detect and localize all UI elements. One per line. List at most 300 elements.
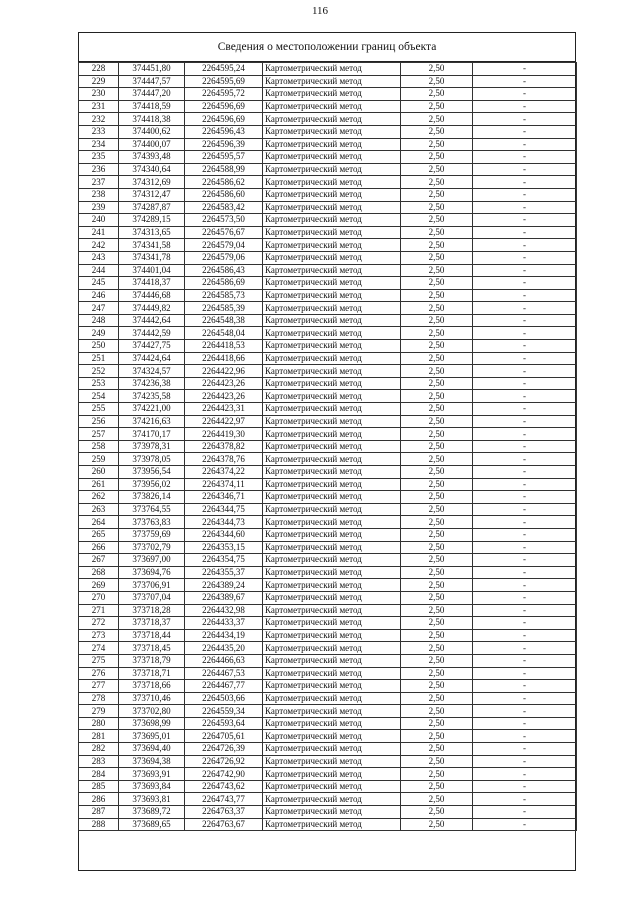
point-number-cell: 240 bbox=[79, 214, 119, 227]
x-coordinate-cell: 373718,66 bbox=[119, 680, 185, 693]
point-number-cell: 247 bbox=[79, 302, 119, 315]
table-row bbox=[79, 516, 577, 529]
description-cell: - bbox=[473, 63, 577, 76]
x-coordinate-cell: 373978,05 bbox=[119, 453, 185, 466]
method-cell: Картометрический метод bbox=[263, 100, 401, 113]
table-row bbox=[79, 138, 577, 151]
point-number-cell: 286 bbox=[79, 793, 119, 806]
table-row bbox=[79, 403, 577, 416]
table-row bbox=[79, 377, 577, 390]
method-cell: Картометрический метод bbox=[263, 264, 401, 277]
point-number-cell: 278 bbox=[79, 692, 119, 705]
point-number-cell: 235 bbox=[79, 151, 119, 164]
precision-cell: 2,50 bbox=[401, 277, 473, 290]
precision-cell: 2,50 bbox=[401, 239, 473, 252]
point-number-cell: 228 bbox=[79, 63, 119, 76]
description-cell: - bbox=[473, 340, 577, 353]
precision-cell: 2,50 bbox=[401, 743, 473, 756]
description-cell: - bbox=[473, 113, 577, 126]
point-number-cell: 234 bbox=[79, 138, 119, 151]
table-row bbox=[79, 314, 577, 327]
description-cell: - bbox=[473, 793, 577, 806]
y-coordinate-cell: 2264585,73 bbox=[185, 289, 263, 302]
x-coordinate-cell: 374324,57 bbox=[119, 365, 185, 378]
precision-cell: 2,50 bbox=[401, 415, 473, 428]
method-cell: Картометрический метод bbox=[263, 705, 401, 718]
y-coordinate-cell: 2264586,69 bbox=[185, 277, 263, 290]
description-cell: - bbox=[473, 692, 577, 705]
precision-cell: 2,50 bbox=[401, 503, 473, 516]
method-cell: Картометрический метод bbox=[263, 340, 401, 353]
method-cell: Картометрический метод bbox=[263, 277, 401, 290]
y-coordinate-cell: 2264389,24 bbox=[185, 579, 263, 592]
point-number-cell: 251 bbox=[79, 352, 119, 365]
point-number-cell: 255 bbox=[79, 403, 119, 416]
description-cell: - bbox=[473, 604, 577, 617]
y-coordinate-cell: 2264763,67 bbox=[185, 818, 263, 831]
method-cell: Картометрический метод bbox=[263, 428, 401, 441]
description-cell: - bbox=[473, 176, 577, 189]
precision-cell: 2,50 bbox=[401, 365, 473, 378]
y-coordinate-cell: 2264503,66 bbox=[185, 692, 263, 705]
y-coordinate-cell: 2264588,99 bbox=[185, 163, 263, 176]
table-row bbox=[79, 75, 577, 88]
precision-cell: 2,50 bbox=[401, 654, 473, 667]
method-cell: Картометрический метод bbox=[263, 780, 401, 793]
table-row bbox=[79, 755, 577, 768]
table-row bbox=[79, 415, 577, 428]
point-number-cell: 233 bbox=[79, 125, 119, 138]
description-cell: - bbox=[473, 125, 577, 138]
point-number-cell: 274 bbox=[79, 642, 119, 655]
description-cell: - bbox=[473, 100, 577, 113]
method-cell: Картометрический метод bbox=[263, 239, 401, 252]
y-coordinate-cell: 2264344,60 bbox=[185, 528, 263, 541]
table-row bbox=[79, 264, 577, 277]
description-cell: - bbox=[473, 302, 577, 315]
description-cell: - bbox=[473, 743, 577, 756]
precision-cell: 2,50 bbox=[401, 554, 473, 567]
method-cell: Картометрический метод bbox=[263, 667, 401, 680]
y-coordinate-cell: 2264466,63 bbox=[185, 654, 263, 667]
description-cell: - bbox=[473, 654, 577, 667]
x-coordinate-cell: 374400,62 bbox=[119, 125, 185, 138]
table-row bbox=[79, 743, 577, 756]
x-coordinate-cell: 373702,79 bbox=[119, 541, 185, 554]
x-coordinate-cell: 374312,69 bbox=[119, 176, 185, 189]
precision-cell: 2,50 bbox=[401, 541, 473, 554]
method-cell: Картометрический метод bbox=[263, 579, 401, 592]
description-cell: - bbox=[473, 214, 577, 227]
precision-cell: 2,50 bbox=[401, 125, 473, 138]
y-coordinate-cell: 2264579,06 bbox=[185, 251, 263, 264]
point-number-cell: 257 bbox=[79, 428, 119, 441]
precision-cell: 2,50 bbox=[401, 251, 473, 264]
description-cell: - bbox=[473, 428, 577, 441]
precision-cell: 2,50 bbox=[401, 176, 473, 189]
table-row bbox=[79, 717, 577, 730]
description-cell: - bbox=[473, 352, 577, 365]
point-number-cell: 253 bbox=[79, 377, 119, 390]
method-cell: Картометрический метод bbox=[263, 680, 401, 693]
precision-cell: 2,50 bbox=[401, 264, 473, 277]
x-coordinate-cell: 374235,58 bbox=[119, 390, 185, 403]
point-number-cell: 241 bbox=[79, 226, 119, 239]
point-number-cell: 261 bbox=[79, 478, 119, 491]
x-coordinate-cell: 374221,00 bbox=[119, 403, 185, 416]
precision-cell: 2,50 bbox=[401, 340, 473, 353]
table-row bbox=[79, 88, 577, 101]
point-number-cell: 279 bbox=[79, 705, 119, 718]
precision-cell: 2,50 bbox=[401, 667, 473, 680]
x-coordinate-cell: 373695,01 bbox=[119, 730, 185, 743]
precision-cell: 2,50 bbox=[401, 768, 473, 781]
description-cell: - bbox=[473, 289, 577, 302]
description-cell: - bbox=[473, 755, 577, 768]
x-coordinate-cell: 373706,91 bbox=[119, 579, 185, 592]
y-coordinate-cell: 2264705,61 bbox=[185, 730, 263, 743]
coordinates-table-body bbox=[79, 63, 577, 831]
y-coordinate-cell: 2264418,53 bbox=[185, 340, 263, 353]
table-row bbox=[79, 226, 577, 239]
point-number-cell: 236 bbox=[79, 163, 119, 176]
x-coordinate-cell: 373694,40 bbox=[119, 743, 185, 756]
table-row bbox=[79, 768, 577, 781]
description-cell: - bbox=[473, 239, 577, 252]
method-cell: Картометрический метод bbox=[263, 717, 401, 730]
point-number-cell: 285 bbox=[79, 780, 119, 793]
x-coordinate-cell: 373694,76 bbox=[119, 566, 185, 579]
point-number-cell: 275 bbox=[79, 654, 119, 667]
method-cell: Картометрический метод bbox=[263, 491, 401, 504]
y-coordinate-cell: 2264595,57 bbox=[185, 151, 263, 164]
precision-cell: 2,50 bbox=[401, 63, 473, 76]
point-number-cell: 272 bbox=[79, 617, 119, 630]
description-cell: - bbox=[473, 591, 577, 604]
precision-cell: 2,50 bbox=[401, 314, 473, 327]
method-cell: Картометрический метод bbox=[263, 554, 401, 567]
y-coordinate-cell: 2264374,22 bbox=[185, 466, 263, 479]
point-number-cell: 288 bbox=[79, 818, 119, 831]
point-number-cell: 268 bbox=[79, 566, 119, 579]
method-cell: Картометрический метод bbox=[263, 654, 401, 667]
x-coordinate-cell: 373697,00 bbox=[119, 554, 185, 567]
y-coordinate-cell: 2264344,73 bbox=[185, 516, 263, 529]
y-coordinate-cell: 2264433,37 bbox=[185, 617, 263, 630]
x-coordinate-cell: 374312,47 bbox=[119, 188, 185, 201]
x-coordinate-cell: 374424,64 bbox=[119, 352, 185, 365]
table-row bbox=[79, 667, 577, 680]
y-coordinate-cell: 2264389,67 bbox=[185, 591, 263, 604]
x-coordinate-cell: 373718,79 bbox=[119, 654, 185, 667]
description-cell: - bbox=[473, 806, 577, 819]
description-cell: - bbox=[473, 478, 577, 491]
method-cell: Картометрический метод bbox=[263, 503, 401, 516]
precision-cell: 2,50 bbox=[401, 755, 473, 768]
x-coordinate-cell: 373702,80 bbox=[119, 705, 185, 718]
precision-cell: 2,50 bbox=[401, 780, 473, 793]
x-coordinate-cell: 374418,37 bbox=[119, 277, 185, 290]
precision-cell: 2,50 bbox=[401, 491, 473, 504]
table-row bbox=[79, 806, 577, 819]
x-coordinate-cell: 374236,38 bbox=[119, 377, 185, 390]
point-number-cell: 254 bbox=[79, 390, 119, 403]
x-coordinate-cell: 374341,58 bbox=[119, 239, 185, 252]
table-row bbox=[79, 680, 577, 693]
x-coordinate-cell: 373693,81 bbox=[119, 793, 185, 806]
y-coordinate-cell: 2264419,30 bbox=[185, 428, 263, 441]
point-number-cell: 267 bbox=[79, 554, 119, 567]
description-cell: - bbox=[473, 201, 577, 214]
method-cell: Картометрический метод bbox=[263, 478, 401, 491]
point-number-cell: 242 bbox=[79, 239, 119, 252]
point-number-cell: 262 bbox=[79, 491, 119, 504]
y-coordinate-cell: 2264344,75 bbox=[185, 503, 263, 516]
y-coordinate-cell: 2264726,92 bbox=[185, 755, 263, 768]
method-cell: Картометрический метод bbox=[263, 302, 401, 315]
point-number-cell: 249 bbox=[79, 327, 119, 340]
method-cell: Картометрический метод bbox=[263, 466, 401, 479]
method-cell: Картометрический метод bbox=[263, 629, 401, 642]
point-number-cell: 271 bbox=[79, 604, 119, 617]
page-number: 116 bbox=[311, 5, 329, 17]
x-coordinate-cell: 373759,69 bbox=[119, 528, 185, 541]
description-cell: - bbox=[473, 440, 577, 453]
x-coordinate-cell: 374401,04 bbox=[119, 264, 185, 277]
table-row bbox=[79, 251, 577, 264]
precision-cell: 2,50 bbox=[401, 138, 473, 151]
precision-cell: 2,50 bbox=[401, 377, 473, 390]
x-coordinate-cell: 373693,91 bbox=[119, 768, 185, 781]
x-coordinate-cell: 374449,82 bbox=[119, 302, 185, 315]
y-coordinate-cell: 2264573,50 bbox=[185, 214, 263, 227]
point-number-cell: 269 bbox=[79, 579, 119, 592]
x-coordinate-cell: 374446,68 bbox=[119, 289, 185, 302]
precision-cell: 2,50 bbox=[401, 226, 473, 239]
x-coordinate-cell: 373978,31 bbox=[119, 440, 185, 453]
precision-cell: 2,50 bbox=[401, 629, 473, 642]
x-coordinate-cell: 373718,44 bbox=[119, 629, 185, 642]
method-cell: Картометрический метод bbox=[263, 440, 401, 453]
precision-cell: 2,50 bbox=[401, 692, 473, 705]
method-cell: Картометрический метод bbox=[263, 730, 401, 743]
description-cell: - bbox=[473, 277, 577, 290]
description-cell: - bbox=[473, 642, 577, 655]
method-cell: Картометрический метод bbox=[263, 516, 401, 529]
point-number-cell: 248 bbox=[79, 314, 119, 327]
method-cell: Картометрический метод bbox=[263, 793, 401, 806]
x-coordinate-cell: 373764,55 bbox=[119, 503, 185, 516]
table-row bbox=[79, 100, 577, 113]
table-row bbox=[79, 239, 577, 252]
precision-cell: 2,50 bbox=[401, 100, 473, 113]
precision-cell: 2,50 bbox=[401, 579, 473, 592]
point-number-cell: 280 bbox=[79, 717, 119, 730]
precision-cell: 2,50 bbox=[401, 289, 473, 302]
precision-cell: 2,50 bbox=[401, 113, 473, 126]
table-row bbox=[79, 554, 577, 567]
table-row bbox=[79, 327, 577, 340]
y-coordinate-cell: 2264353,15 bbox=[185, 541, 263, 554]
description-cell: - bbox=[473, 579, 577, 592]
precision-cell: 2,50 bbox=[401, 604, 473, 617]
precision-cell: 2,50 bbox=[401, 403, 473, 416]
description-cell: - bbox=[473, 138, 577, 151]
point-number-cell: 250 bbox=[79, 340, 119, 353]
description-cell: - bbox=[473, 516, 577, 529]
description-cell: - bbox=[473, 403, 577, 416]
x-coordinate-cell: 374341,78 bbox=[119, 251, 185, 264]
y-coordinate-cell: 2264595,69 bbox=[185, 75, 263, 88]
method-cell: Картометрический метод bbox=[263, 163, 401, 176]
y-coordinate-cell: 2264743,77 bbox=[185, 793, 263, 806]
point-number-cell: 244 bbox=[79, 264, 119, 277]
description-cell: - bbox=[473, 667, 577, 680]
table-row bbox=[79, 188, 577, 201]
method-cell: Картометрический метод bbox=[263, 768, 401, 781]
precision-cell: 2,50 bbox=[401, 453, 473, 466]
table-row bbox=[79, 352, 577, 365]
precision-cell: 2,50 bbox=[401, 428, 473, 441]
method-cell: Картометрический метод bbox=[263, 151, 401, 164]
description-cell: - bbox=[473, 503, 577, 516]
description-cell: - bbox=[473, 390, 577, 403]
precision-cell: 2,50 bbox=[401, 352, 473, 365]
table-row bbox=[79, 390, 577, 403]
description-cell: - bbox=[473, 88, 577, 101]
precision-cell: 2,50 bbox=[401, 591, 473, 604]
point-number-cell: 266 bbox=[79, 541, 119, 554]
y-coordinate-cell: 2264346,71 bbox=[185, 491, 263, 504]
y-coordinate-cell: 2264422,97 bbox=[185, 415, 263, 428]
description-cell: - bbox=[473, 629, 577, 642]
y-coordinate-cell: 2264586,60 bbox=[185, 188, 263, 201]
precision-cell: 2,50 bbox=[401, 566, 473, 579]
y-coordinate-cell: 2264467,53 bbox=[185, 667, 263, 680]
precision-cell: 2,50 bbox=[401, 705, 473, 718]
description-cell: - bbox=[473, 780, 577, 793]
x-coordinate-cell: 373689,72 bbox=[119, 806, 185, 819]
precision-cell: 2,50 bbox=[401, 478, 473, 491]
point-number-cell: 265 bbox=[79, 528, 119, 541]
method-cell: Картометрический метод bbox=[263, 201, 401, 214]
table-row bbox=[79, 528, 577, 541]
y-coordinate-cell: 2264595,72 bbox=[185, 88, 263, 101]
precision-cell: 2,50 bbox=[401, 730, 473, 743]
point-number-cell: 276 bbox=[79, 667, 119, 680]
x-coordinate-cell: 373826,14 bbox=[119, 491, 185, 504]
method-cell: Картометрический метод bbox=[263, 692, 401, 705]
x-coordinate-cell: 374442,64 bbox=[119, 314, 185, 327]
table-row bbox=[79, 604, 577, 617]
y-coordinate-cell: 2264593,64 bbox=[185, 717, 263, 730]
y-coordinate-cell: 2264586,43 bbox=[185, 264, 263, 277]
table-row bbox=[79, 63, 577, 76]
x-coordinate-cell: 374400,07 bbox=[119, 138, 185, 151]
method-cell: Картометрический метод bbox=[263, 591, 401, 604]
method-cell: Картометрический метод bbox=[263, 566, 401, 579]
x-coordinate-cell: 373707,04 bbox=[119, 591, 185, 604]
y-coordinate-cell: 2264559,34 bbox=[185, 705, 263, 718]
method-cell: Картометрический метод bbox=[263, 806, 401, 819]
table-row bbox=[79, 340, 577, 353]
table-row bbox=[79, 453, 577, 466]
x-coordinate-cell: 373763,83 bbox=[119, 516, 185, 529]
point-number-cell: 270 bbox=[79, 591, 119, 604]
table-row bbox=[79, 201, 577, 214]
description-cell: - bbox=[473, 365, 577, 378]
point-number-cell: 263 bbox=[79, 503, 119, 516]
precision-cell: 2,50 bbox=[401, 302, 473, 315]
point-number-cell: 258 bbox=[79, 440, 119, 453]
x-coordinate-cell: 373718,71 bbox=[119, 667, 185, 680]
method-cell: Картометрический метод bbox=[263, 63, 401, 76]
method-cell: Картометрический метод bbox=[263, 541, 401, 554]
description-cell: - bbox=[473, 768, 577, 781]
x-coordinate-cell: 374447,20 bbox=[119, 88, 185, 101]
method-cell: Картометрический метод bbox=[263, 75, 401, 88]
precision-cell: 2,50 bbox=[401, 201, 473, 214]
y-coordinate-cell: 2264596,69 bbox=[185, 100, 263, 113]
precision-cell: 2,50 bbox=[401, 466, 473, 479]
method-cell: Картометрический метод bbox=[263, 125, 401, 138]
point-number-cell: 284 bbox=[79, 768, 119, 781]
y-coordinate-cell: 2264422,96 bbox=[185, 365, 263, 378]
table-row bbox=[79, 466, 577, 479]
precision-cell: 2,50 bbox=[401, 163, 473, 176]
x-coordinate-cell: 373718,37 bbox=[119, 617, 185, 630]
y-coordinate-cell: 2264585,39 bbox=[185, 302, 263, 315]
y-coordinate-cell: 2264423,31 bbox=[185, 403, 263, 416]
precision-cell: 2,50 bbox=[401, 516, 473, 529]
point-number-cell: 243 bbox=[79, 251, 119, 264]
precision-cell: 2,50 bbox=[401, 214, 473, 227]
description-cell: - bbox=[473, 680, 577, 693]
table-row bbox=[79, 491, 577, 504]
method-cell: Картометрический метод bbox=[263, 251, 401, 264]
y-coordinate-cell: 2264374,11 bbox=[185, 478, 263, 491]
x-coordinate-cell: 374447,57 bbox=[119, 75, 185, 88]
method-cell: Картометрический метод bbox=[263, 415, 401, 428]
y-coordinate-cell: 2264743,62 bbox=[185, 780, 263, 793]
table-row bbox=[79, 818, 577, 831]
method-cell: Картометрический метод bbox=[263, 226, 401, 239]
y-coordinate-cell: 2264586,62 bbox=[185, 176, 263, 189]
description-cell: - bbox=[473, 314, 577, 327]
description-cell: - bbox=[473, 730, 577, 743]
table-row bbox=[79, 629, 577, 642]
y-coordinate-cell: 2264548,38 bbox=[185, 314, 263, 327]
table-row bbox=[79, 617, 577, 630]
point-number-cell: 273 bbox=[79, 629, 119, 642]
method-cell: Картометрический метод bbox=[263, 390, 401, 403]
method-cell: Картометрический метод bbox=[263, 377, 401, 390]
table-row bbox=[79, 793, 577, 806]
x-coordinate-cell: 373956,02 bbox=[119, 478, 185, 491]
x-coordinate-cell: 373956,54 bbox=[119, 466, 185, 479]
y-coordinate-cell: 2264596,43 bbox=[185, 125, 263, 138]
method-cell: Картометрический метод bbox=[263, 176, 401, 189]
x-coordinate-cell: 374393,48 bbox=[119, 151, 185, 164]
table-row bbox=[79, 591, 577, 604]
description-cell: - bbox=[473, 151, 577, 164]
section-title: Сведения о местоположении границ объекта bbox=[78, 32, 576, 62]
method-cell: Картометрический метод bbox=[263, 289, 401, 302]
precision-cell: 2,50 bbox=[401, 390, 473, 403]
y-coordinate-cell: 2264579,04 bbox=[185, 239, 263, 252]
precision-cell: 2,50 bbox=[401, 806, 473, 819]
table-row bbox=[79, 151, 577, 164]
